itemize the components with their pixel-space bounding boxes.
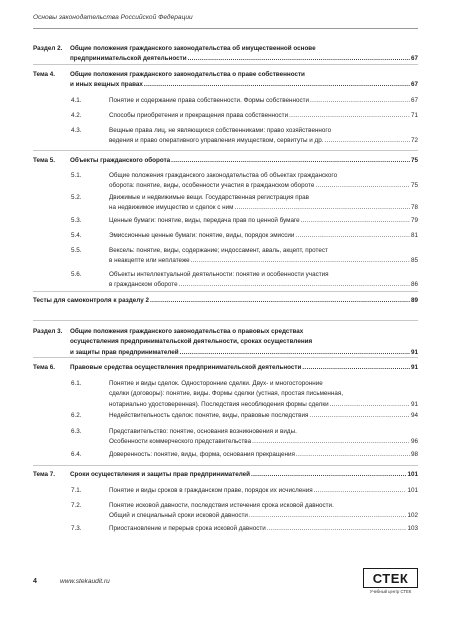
section-divider xyxy=(33,465,418,466)
toc-entry-page: 78 xyxy=(410,204,418,212)
toc-entry-page: 75 xyxy=(410,157,418,164)
toc-entry[interactable] xyxy=(71,450,418,460)
section-divider xyxy=(33,150,418,151)
toc-entry-page: 98 xyxy=(410,451,418,458)
toc-entry[interactable] xyxy=(71,486,418,496)
toc-entry-number: 5.2. xyxy=(71,194,82,201)
toc-entry-number: Тема 7. xyxy=(33,471,56,478)
toc-entry-number: Тема 6. xyxy=(33,364,56,371)
toc-entry-number: 4.2. xyxy=(71,112,82,119)
toc-entry-title: Объекты гражданского оборота xyxy=(70,157,171,164)
toc-entry-page: 67 xyxy=(410,81,418,89)
toc-entry-title: Недействительность сделок: понятие, виды, правовые последствия xyxy=(109,412,309,419)
section-divider xyxy=(33,320,418,321)
toc-entry-page: 86 xyxy=(410,281,418,289)
dot-leader xyxy=(144,80,410,90)
toc-entry-page: 81 xyxy=(410,232,418,239)
toc-entry-number: 5.3. xyxy=(71,217,82,224)
toc-entry-title: Представительство: понятие, основания возникновения и виды. xyxy=(109,428,297,435)
dot-leader xyxy=(330,400,410,410)
stek-logo xyxy=(363,568,418,606)
toc-entry[interactable] xyxy=(33,470,418,480)
dot-leader xyxy=(188,54,410,64)
toc-entry-page: 91 xyxy=(410,348,418,356)
toc-entry[interactable] xyxy=(33,296,418,306)
toc-entry-title: Особенности коммерческого представительства xyxy=(109,438,252,446)
toc-entry-title: Способы приобретения и прекращения права собственности xyxy=(109,112,289,119)
dot-leader xyxy=(296,450,410,460)
toc-entry-title: осуществления предпринимательской деятельности, сроках осуществления xyxy=(70,338,313,346)
toc-entry[interactable] xyxy=(33,327,418,358)
toc-entry[interactable] xyxy=(71,171,418,192)
toc-entry-number: Тема 4. xyxy=(33,71,56,78)
toc-entry-title: Понятие и виды сроков в гражданском праве, порядок их исчисления xyxy=(109,487,313,494)
toc-entry-title: Эмиссионные ценные бумаги: понятие, виды, порядок эмиссии xyxy=(109,232,295,239)
toc-entry-title: Общие положения гражданского законодательства об объектах гражданского xyxy=(109,172,338,179)
dot-leader xyxy=(249,511,407,521)
toc-entry-page: 75 xyxy=(410,182,418,190)
toc-entry-title: Правовые средства осуществления предпринимательской деятельности xyxy=(70,364,302,371)
footer-url[interactable]: www.stekaudit.ru xyxy=(60,578,110,585)
toc-entry-title: Движимые и недвижимые вещи. Государственная регистрация прав xyxy=(109,194,309,201)
dot-leader xyxy=(191,256,410,266)
toc-entry-title: на недвижимое имущество и сделок с ним xyxy=(109,204,234,212)
toc-entry-title: Общие положения гражданского законодательства о праве собственности xyxy=(70,71,305,78)
toc-entry-title: предпринимательской деятельности xyxy=(70,55,187,63)
toc-entry-page: 89 xyxy=(410,297,418,304)
toc-entry-page: 67 xyxy=(410,97,418,104)
toc-entry-title: нотариально удостоверенная). Последствия несоблюдения формы сделки xyxy=(109,400,329,408)
toc-entry-number: 6.2. xyxy=(71,412,82,419)
dot-leader xyxy=(267,524,407,534)
toc-entry-title: Сроки осуществления и защиты прав предпринимателей xyxy=(70,471,251,478)
toc-entry-number: 6.3. xyxy=(71,428,82,435)
toc-entry[interactable] xyxy=(71,96,418,106)
toc-entry[interactable] xyxy=(71,501,418,522)
toc-entry-page: 103 xyxy=(407,525,418,532)
logo-subtitle: Учебный центр СТЕК xyxy=(369,589,412,594)
toc-entry-title: и защиты прав предпринимателей xyxy=(70,348,179,356)
toc-entry-title: Общие положения гражданского законодательства о правовых средствах xyxy=(70,328,304,335)
dot-leader xyxy=(309,411,410,421)
toc-entry[interactable] xyxy=(71,411,418,421)
toc-entry-page: 94 xyxy=(410,412,418,419)
toc-entry-page: 91 xyxy=(410,400,418,408)
toc-entry-number: Тема 5. xyxy=(33,157,56,164)
toc-entry[interactable] xyxy=(71,193,418,214)
toc-entry-page: 67 xyxy=(410,55,418,63)
toc-entry-number: 5.1. xyxy=(71,172,82,179)
toc-entry-number: 7.2. xyxy=(71,502,82,509)
toc-entry-title: Понятие и виды сделок. Односторонние сделки. Двух- и многосторонние xyxy=(109,380,323,387)
toc-entry-title: и иных вещных правах xyxy=(70,81,143,89)
toc-entry[interactable] xyxy=(71,231,418,241)
toc-entry-number: 6.4. xyxy=(71,451,82,458)
toc-entry-title: оборота: понятие, виды, особенности участия в гражданском обороте xyxy=(109,182,315,190)
dot-leader xyxy=(310,96,410,106)
toc-entry-title: в неакцепте или неплатеже xyxy=(109,257,190,265)
dot-leader xyxy=(180,348,410,358)
toc-entry-number: 4.3. xyxy=(71,127,82,134)
dot-leader xyxy=(179,280,410,290)
toc-entry-title: Общие положения гражданского законодательства об имущественной основе xyxy=(70,45,316,52)
toc-entry[interactable] xyxy=(71,111,418,121)
dot-leader xyxy=(150,296,410,306)
section-divider xyxy=(33,291,418,292)
toc-entry-number: 5.5. xyxy=(71,247,82,254)
toc-entry-page: 101 xyxy=(407,487,418,494)
toc-entry-page: 96 xyxy=(410,438,418,446)
dot-leader xyxy=(289,111,410,121)
toc-entry-number: 4.1. xyxy=(71,97,82,104)
logo-mark: СТЕК xyxy=(363,568,418,588)
toc-entry-number: 7.1. xyxy=(71,487,82,494)
toc-entry-title: Понятие и содержание права собственности. Формы собственности xyxy=(109,97,310,104)
dot-leader xyxy=(315,181,410,191)
toc-entry-title: ведения и право оперативного управления имуществом, сервитуты и др. xyxy=(109,137,324,145)
toc-entry-page: 102 xyxy=(407,512,418,520)
toc-entry-title: Тесты для самоконтроля к разделу 2 xyxy=(33,297,149,304)
dot-leader xyxy=(252,437,410,447)
toc-entry[interactable] xyxy=(71,126,418,147)
running-header: Основы законодательства Российской Федерации xyxy=(33,14,193,21)
toc-entry[interactable] xyxy=(33,363,418,373)
toc-entry-page: 71 xyxy=(410,112,418,119)
toc-entry[interactable] xyxy=(71,427,418,448)
dot-leader xyxy=(314,486,407,496)
toc-entry-page: 85 xyxy=(410,257,418,265)
toc-entry-number: 6.1. xyxy=(71,380,82,387)
toc-entry-number: 5.4. xyxy=(71,232,82,239)
dot-leader xyxy=(301,216,410,226)
page-number: 4 xyxy=(33,578,37,585)
toc-entry-number: Раздел 3. xyxy=(33,328,63,335)
toc-entry-title: Доверенность: понятие, виды, форма, основания прекращения xyxy=(109,451,295,458)
dot-leader xyxy=(171,156,410,166)
toc-entry[interactable] xyxy=(71,246,418,267)
toc-entry[interactable] xyxy=(71,379,418,410)
toc-entry-title: Приостановление и перерыв срока исковой давности xyxy=(109,525,266,532)
toc-entry-page: 101 xyxy=(407,471,418,478)
toc-entry-page: 79 xyxy=(410,217,418,224)
dot-leader xyxy=(324,136,410,146)
toc-entry[interactable] xyxy=(71,524,418,534)
toc-entry-title: Понятие исковой давности, последствия истечения срока исковой давности. xyxy=(109,502,334,509)
dot-leader xyxy=(302,363,410,373)
toc-entry-number: Раздел 2. xyxy=(33,45,63,52)
toc-entry[interactable] xyxy=(33,44,418,65)
toc-entry-title: Объекты интеллектуальной деятельности: понятие и особенности участия xyxy=(109,271,329,278)
dot-leader xyxy=(251,470,406,480)
toc-entry[interactable] xyxy=(71,270,418,291)
header-rule xyxy=(33,28,418,29)
toc-entry-number: 7.3. xyxy=(71,525,82,532)
toc-entry[interactable] xyxy=(33,156,418,166)
dot-leader xyxy=(295,231,410,241)
toc-entry-title: Вексель: понятие, виды, содержание; индоссамент, аваль, акцепт, протест xyxy=(109,247,328,254)
toc-entry-number: 5.6. xyxy=(71,271,82,278)
toc-entry-title: в гражданском обороте xyxy=(109,281,178,289)
toc-entry-page: 72 xyxy=(410,137,418,145)
toc-entry[interactable] xyxy=(71,216,418,226)
toc-entry-title: сделки (договоры): понятие, виды. Формы сделки (устная, простая письменная, xyxy=(109,390,344,398)
toc-entry-title: Вещные права лиц, не являющихся собственниками: право хозяйственного xyxy=(109,127,332,134)
toc-entry-title: Ценные бумаги: понятие, виды, передача прав по ценной бумаге xyxy=(109,217,300,224)
toc-entry[interactable] xyxy=(33,70,418,91)
toc-entry-page: 91 xyxy=(410,364,418,371)
dot-leader xyxy=(235,203,410,213)
toc-entry-title: Общий и специальный сроки исковой давности xyxy=(109,512,248,520)
